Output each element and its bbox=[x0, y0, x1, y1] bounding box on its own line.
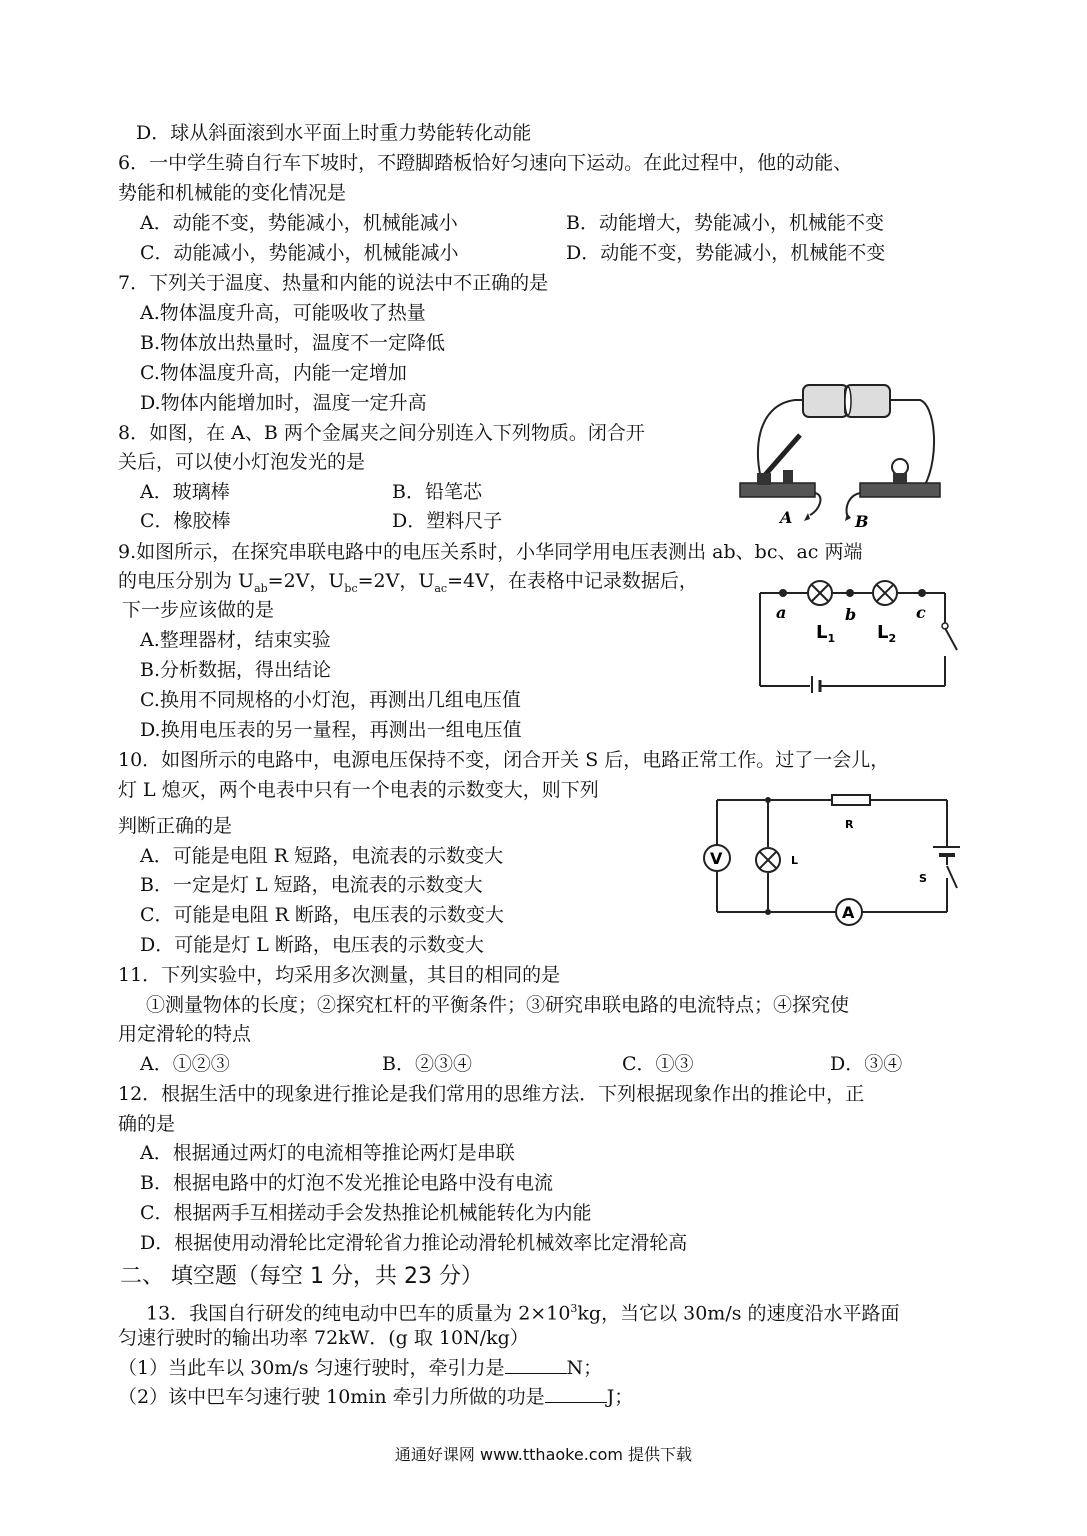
q11-option-b: B．②③④ bbox=[382, 1053, 472, 1075]
q9-figure-label-c: c bbox=[916, 603, 926, 622]
q13-stem-line2: 匀速行驶时的输出功率 72kW．(g 取 10N/kg） bbox=[118, 1327, 529, 1349]
q6-stem-line2: 势能和机械能的变化情况是 bbox=[118, 182, 347, 204]
q12-option-d: D．根据使用动滑轮比定滑轮省力推论动滑轮机械效率比定滑轮高 bbox=[140, 1232, 688, 1254]
q6-option-c: C．动能减小，势能减小，机械能减小 bbox=[140, 242, 459, 264]
q9-stem-line3: 下一步应该做的是 bbox=[122, 599, 275, 621]
q8-stem-line1: 8．如图，在 A、B 两个金属夹之间分别连入下列物质。闭合开 bbox=[118, 422, 645, 444]
q9-series-circuit-figure bbox=[750, 578, 965, 693]
q11-items-line2: 用定滑轮的特点 bbox=[118, 1023, 252, 1045]
q9-option-d: D.换用电压表的另一量程，再测出一组电压值 bbox=[140, 719, 522, 741]
q9-figure-label-l1: $L_1$ bbox=[816, 622, 836, 645]
q8-figure-label-b: B bbox=[855, 512, 869, 531]
q12-stem-line2: 确的是 bbox=[118, 1113, 176, 1135]
q6-option-a: A．动能不变，势能减小，机械能减小 bbox=[140, 212, 458, 234]
q7-option-a: A.物体温度升高，可能吸收了热量 bbox=[140, 302, 426, 324]
q11-items-line1: ①测量物体的长度；②探究杠杆的平衡条件；③研究串联电路的电流特点；④探究使 bbox=[146, 994, 850, 1016]
q13-part2: （2）该中巴车匀速行驶 10min 牵引力所做的功是 J； bbox=[118, 1386, 634, 1408]
q9-figure-label-b: b bbox=[845, 605, 857, 624]
q10-option-d: D．可能是灯 L 断路，电压表的示数变大 bbox=[140, 934, 484, 956]
q10-option-b: B．一定是灯 L 短路，电流表的示数变大 bbox=[140, 874, 483, 896]
q7-option-c: C.物体温度升高，内能一定增加 bbox=[140, 362, 407, 384]
q10-circuit-figure bbox=[695, 790, 960, 935]
q11-stem: 11．下列实验中，均采用多次测量，其目的相同的是 bbox=[118, 964, 561, 986]
q10-option-c: C．可能是电阻 R 断路，电压表的示数变大 bbox=[140, 904, 504, 926]
q10-option-a: A．可能是电阻 R 短路，电流表的示数变大 bbox=[140, 845, 504, 867]
q9-figure-label-l2: $L_2$ bbox=[877, 622, 897, 645]
q13-part2-blank[interactable] bbox=[545, 1384, 607, 1403]
q12-option-c: C．根据两手互相搓动手会发热推论机械能转化为内能 bbox=[140, 1202, 592, 1224]
q5-option-d: D．球从斜面滚到水平面上时重力势能转化动能 bbox=[136, 122, 532, 144]
section-2-title: 二、 填空题（每空 1 分，共 23 分） bbox=[120, 1264, 483, 1289]
q8-option-a: A．玻璃棒 bbox=[140, 481, 230, 503]
q8-option-c: C．橡胶棒 bbox=[140, 510, 231, 532]
q9-option-b: B.分析数据，得出结论 bbox=[140, 659, 332, 681]
q9-figure-label-a: a bbox=[776, 603, 787, 622]
q12-stem-line1: 12．根据生活中的现象进行推论是我们常用的思维方法．下列根据现象作出的推论中，正 bbox=[118, 1083, 865, 1105]
q10-switch-label: S bbox=[919, 872, 927, 885]
q8-option-b: B．铅笔芯 bbox=[392, 481, 482, 503]
q10-ammeter-label: A bbox=[842, 903, 855, 922]
q10-stem-line2: 灯 L 熄灭，两个电表中只有一个电表的示数变大，则下列 bbox=[118, 779, 599, 801]
q12-option-a: A．根据通过两灯的电流相等推论两灯是串联 bbox=[140, 1142, 515, 1164]
q11-option-d: D．③④ bbox=[830, 1053, 903, 1075]
q12-option-b: B．根据电路中的灯泡不发光推论电路中没有电流 bbox=[140, 1172, 553, 1194]
q7-option-b: B.物体放出热量时，温度不一定降低 bbox=[140, 332, 446, 354]
q10-voltmeter-label: V bbox=[710, 849, 723, 868]
q13-part1: （1）当此车以 30m/s 匀速行驶时，牵引力是 N； bbox=[118, 1357, 603, 1379]
q7-option-d: D.物体内能增加时，温度一定升高 bbox=[140, 392, 427, 414]
q8-circuit-figure bbox=[735, 375, 950, 535]
q10-stem-line3: 判断正确的是 bbox=[118, 815, 233, 837]
q11-option-c: C．①③ bbox=[622, 1053, 694, 1075]
q9-stem-line1: 9.如图所示，在探究串联电路中的电压关系时，小华同学用电压表测出 ab、bc、ac 两端 bbox=[118, 541, 863, 563]
q11-option-a: A．①②③ bbox=[140, 1053, 230, 1075]
q8-stem-line2: 关后，可以使小灯泡发光的是 bbox=[118, 451, 366, 473]
q10-stem-line1: 10．如图所示的电路中，电源电压保持不变，闭合开关 S 后，电路正常工作。过了一会儿， bbox=[118, 749, 890, 771]
q8-option-d: D．塑料尺子 bbox=[392, 510, 503, 532]
q13-stem-line1: 13．我国自行研发的纯电动中巴车的质量为 $2\times 10^3kg$，当它以 30m/s 的速度沿水平路面 bbox=[146, 1302, 900, 1325]
q6-option-b: B．动能增大，势能减小，机械能不变 bbox=[566, 212, 884, 234]
q6-stem-line1: 6．一中学生骑自行车下坡时，不蹬脚踏板恰好匀速向下运动。在此过程中，他的动能、 bbox=[118, 152, 853, 174]
q13-part1-blank[interactable] bbox=[505, 1355, 567, 1374]
q7-stem: 7．下列关于温度、热量和内能的说法中不正确的是 bbox=[118, 272, 549, 294]
page-footer: 通通好课网 www.tthaoke.com 提供下载 bbox=[394, 1445, 693, 1464]
q8-figure-label-a: A bbox=[780, 508, 793, 527]
q10-lamp-label: L bbox=[791, 854, 799, 867]
q6-option-d: D．动能不变，势能减小，机械能不变 bbox=[566, 242, 886, 264]
q9-stem-line2: 的电压分别为 $U_{ab}=2V$，$U_{bc}=2V$，$U_{ac}=4V$，在表格中记录数据后， bbox=[118, 570, 698, 595]
q9-option-a: A.整理器材，结束实验 bbox=[140, 629, 331, 651]
q9-option-c: C.换用不同规格的小灯泡，再测出几组电压值 bbox=[140, 689, 521, 711]
q10-resistor-label: R bbox=[845, 818, 854, 831]
